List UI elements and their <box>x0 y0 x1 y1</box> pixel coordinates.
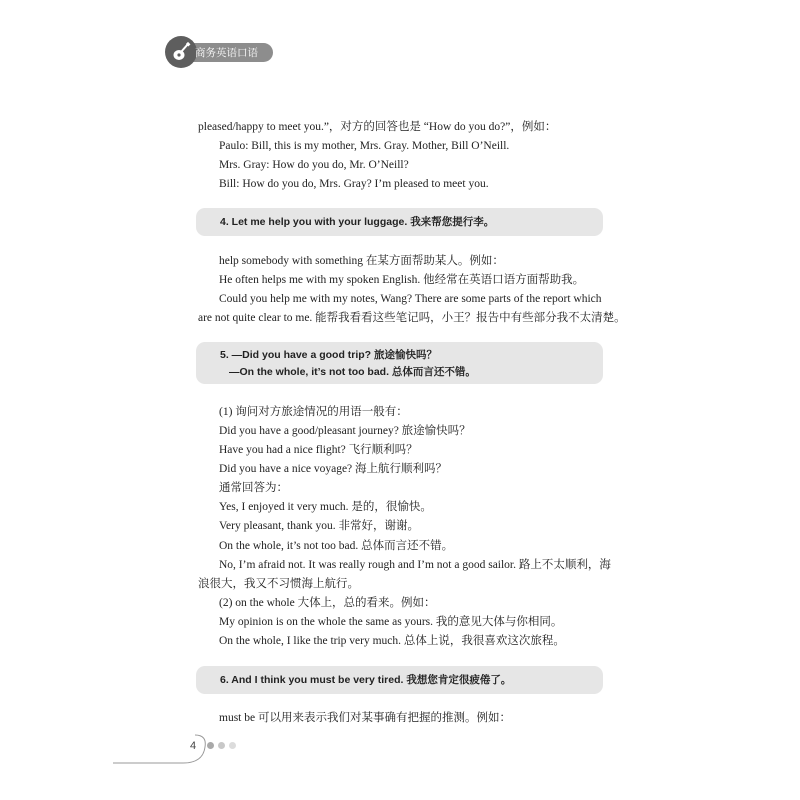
text-line: 通常回答为： <box>219 482 288 494</box>
text-line: help somebody with something 在某方面帮助某人。例如： <box>219 255 504 267</box>
text-line: 浪很大，我又不习惯海上航行。 <box>198 578 359 590</box>
text-line: Bill: How do you do, Mrs. Gray? I’m pleased to meet you. <box>219 178 489 190</box>
section-heading: 5. —Did you have a good trip? 旅途愉快吗？ <box>220 349 438 361</box>
text-line: On the whole, it’s not too bad. 总体而言还不错。 <box>219 540 454 552</box>
footer-divider <box>113 733 213 769</box>
guitar-icon <box>165 36 197 68</box>
text-line: (1) 询问对方旅途情况的用语一般有： <box>219 406 408 418</box>
section-heading: —On the whole, it’s not too bad. 总体而言还不错。 <box>229 366 476 378</box>
section-heading: 4. Let me help you with your luggage. 我来帮您提行李。 <box>220 216 495 228</box>
header-title: 商务英语口语 <box>195 47 258 59</box>
text-line: Very pleasant, thank you. 非常好，谢谢。 <box>219 520 419 532</box>
text-line: My opinion is on the whole the same as yours. 我的意见大体与你相同。 <box>219 616 563 628</box>
page-number: 4 <box>190 740 197 752</box>
page-dot <box>207 742 214 749</box>
text-line: (2) on the whole 大体上，总的看来。例如： <box>219 597 436 609</box>
section-heading-box <box>196 666 603 694</box>
text-line: Could you help me with my notes, Wang? There are some parts of the report which <box>219 293 602 305</box>
text-line: must be 可以用来表示我们对某事确有把握的推测。例如： <box>219 712 511 724</box>
text-line: Did you have a nice voyage? 海上航行顺利吗？ <box>219 463 448 475</box>
text-line: Did you have a good/pleasant journey? 旅途愉快吗？ <box>219 425 471 437</box>
text-line: No, I’m afraid not. It was really rough and I’m not a good sailor. 路上不太顺利，海 <box>219 559 611 571</box>
text-line: Have you had a nice flight? 飞行顺利吗？ <box>219 444 418 456</box>
section-heading: 6. And I think you must be very tired. 我想您肯定很疲倦了。 <box>220 674 512 686</box>
section-heading-box <box>196 342 603 384</box>
page-dot <box>229 742 236 749</box>
text-line: He often helps me with my spoken English. 他经常在英语口语方面帮助我。 <box>219 274 585 286</box>
page-dot <box>218 742 225 749</box>
text-line: Mrs. Gray: How do you do, Mr. O’Neill? <box>219 159 409 171</box>
section-header <box>165 36 273 68</box>
text-line: pleased/happy to meet you.”，对方的回答也是 “How do you do?”，例如： <box>198 121 557 133</box>
text-line: Yes, I enjoyed it very much. 是的，很愉快。 <box>219 501 432 513</box>
text-line: are not quite clear to me. 能帮我看看这些笔记吗，小王？报告中有些部分我不太清楚。 <box>198 312 626 324</box>
text-line: Paulo: Bill, this is my mother, Mrs. Gray. Mother, Bill O’Neill. <box>219 140 510 152</box>
text-line: On the whole, I like the trip very much. 总体上说，我很喜欢这次旅程。 <box>219 635 565 647</box>
section-heading-box <box>196 208 603 236</box>
